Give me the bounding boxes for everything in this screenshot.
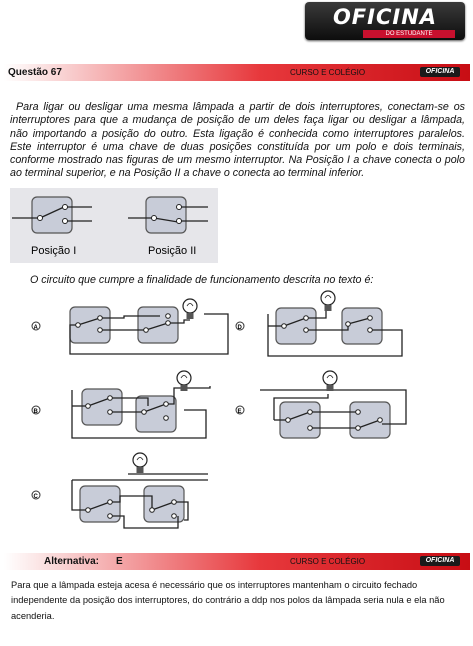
- option-d[interactable]: [236, 291, 402, 356]
- option-e-letter: E: [237, 409, 242, 415]
- mini-logo: OFICINA: [420, 67, 460, 77]
- circuit-options-figure: [28, 290, 418, 535]
- bulb-d: [321, 291, 335, 311]
- option-c-letter: C: [33, 494, 38, 500]
- option-d-letter: D: [237, 325, 242, 331]
- mini-logo-footer: OFICINA: [420, 556, 460, 566]
- option-a[interactable]: [32, 299, 228, 354]
- question-paragraph: Para ligar ou desligar uma mesma lâmpada a partir de dois interruptores, conectam-se os interruptores para que a mudança de posição de um deles faça ligar ou desligar a lâmpada, não importando a posição do outro. Esta ligação é conhecida como interruptores paralelos. Este interruptor é uma chave de duas posições constituída por um polo e dois terminais, conforme mostrado nas figuras de um mesmo interruptor. Na Posição I a chave conecta o polo ao terminal superior, e na Posição II a chave o conecta ao terminal inferior.: [10, 101, 465, 180]
- brand-logo: [305, 2, 465, 40]
- switch-positions-figure: [10, 188, 218, 263]
- question-number: Questão 67: [8, 67, 62, 78]
- answer-header-bar: [4, 553, 470, 570]
- bulb-c: [133, 453, 147, 473]
- option-c[interactable]: [32, 453, 208, 528]
- option-e[interactable]: [236, 371, 406, 445]
- logo-subtitle: DO ESTUDANTE: [363, 30, 455, 38]
- option-a-letter: A: [33, 325, 38, 331]
- bulb-e: [323, 371, 337, 391]
- logo-text: OFICINA: [332, 5, 438, 29]
- option-b[interactable]: [32, 371, 228, 438]
- bulb-a: [183, 299, 197, 319]
- switch-b2: [136, 396, 176, 432]
- answer-explanation: Para que a lâmpada esteja acesa é necessário que os interruptores mantenham o circuito fechado independente da posição dos interruptores, do contrário a ddp nos polos da lâmpada seria nula e ela não acenderia.: [11, 580, 445, 621]
- question-header-bar: [4, 64, 470, 81]
- course-label: CURSO E COLÉGIO: [290, 68, 366, 77]
- question-prompt: O circuito que cumpre a finalidade de funcionamento descrita no texto é:: [30, 274, 374, 286]
- switch-a2: [138, 307, 178, 343]
- question-text: [10, 101, 465, 181]
- alternative-label: Alternativa:: [44, 556, 100, 567]
- switch-e2: [350, 402, 390, 438]
- position-2-label: Posição II: [148, 245, 197, 257]
- option-b-letter: B: [33, 409, 38, 415]
- course-label-footer: CURSO E COLÉGIO: [290, 557, 366, 566]
- alternative-value: E: [116, 556, 123, 567]
- position-1-label: Posição I: [31, 245, 77, 257]
